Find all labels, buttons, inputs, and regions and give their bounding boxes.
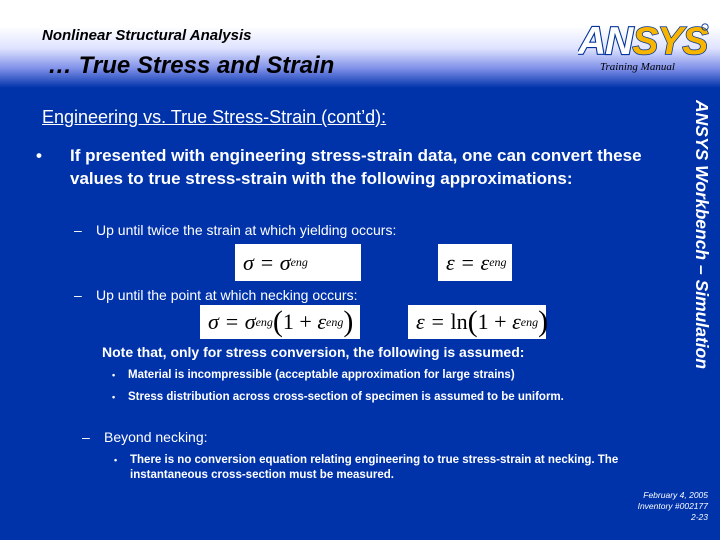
slide-title: … True Stress and Strain — [48, 52, 335, 79]
bullet-intro-text: If presented with engineering stress-strain data, one can convert these values to true stress-strain with the following approximations: — [70, 146, 642, 188]
assumption-note: Note that, only for stress conversion, the following is assumed: — [102, 344, 525, 360]
sub-item-incompressible: • Material is incompressible (acceptable approximation for large strains) — [112, 369, 515, 381]
item-necking: – Up until the point at which necking occurs: — [74, 287, 358, 303]
equation-strain-yield: ε = ε eng — [438, 244, 512, 281]
bullet-dot: • — [36, 146, 42, 165]
course-title: Nonlinear Structural Analysis — [42, 27, 252, 44]
equation-strain-necking: ε = ln ( 1 + ε eng ) — [408, 305, 546, 339]
equation-stress-yield: σ = σ eng — [235, 244, 361, 281]
footer-inventory: Inventory #002177 — [637, 501, 708, 511]
side-title — [686, 100, 718, 410]
bullet-intro — [36, 144, 646, 190]
svg-text:ANSYS: ANSYS — [578, 20, 708, 60]
ansys-logo — [578, 18, 710, 65]
page-number: 2-23 — [690, 512, 708, 522]
footer-date: February 4, 2005 — [643, 490, 708, 500]
training-manual-label: Training Manual — [600, 61, 675, 73]
slide-footer — [638, 490, 708, 523]
item-beyond-text: Beyond necking: — [104, 429, 208, 445]
sub-item-beyond: • There is no conversion equation relating engineering to true stress-strain at necking. The instantaneous cross-section must be measured. — [114, 454, 619, 481]
equation-stress-necking: σ = σ eng ( 1 + ε eng ) — [200, 305, 360, 339]
item-yield: – Up until twice the strain at which yielding occurs: — [74, 222, 397, 238]
sub-item-distribution: • Stress distribution across cross-section of specimen is assumed to be uniform. — [112, 391, 564, 403]
item-beyond-necking: – Beyond necking: — [82, 429, 208, 445]
section-heading: Engineering vs. True Stress-Strain (cont’d): — [42, 107, 387, 127]
svg-text:ANSYS Workbench – Simulation: ANSYS Workbench – Simulation — [692, 100, 712, 370]
item-yield-text: Up until twice the strain at which yielding occurs: — [96, 222, 397, 238]
header-band — [0, 0, 720, 88]
item-necking-text: Up until the point at which necking occurs: — [96, 287, 358, 303]
